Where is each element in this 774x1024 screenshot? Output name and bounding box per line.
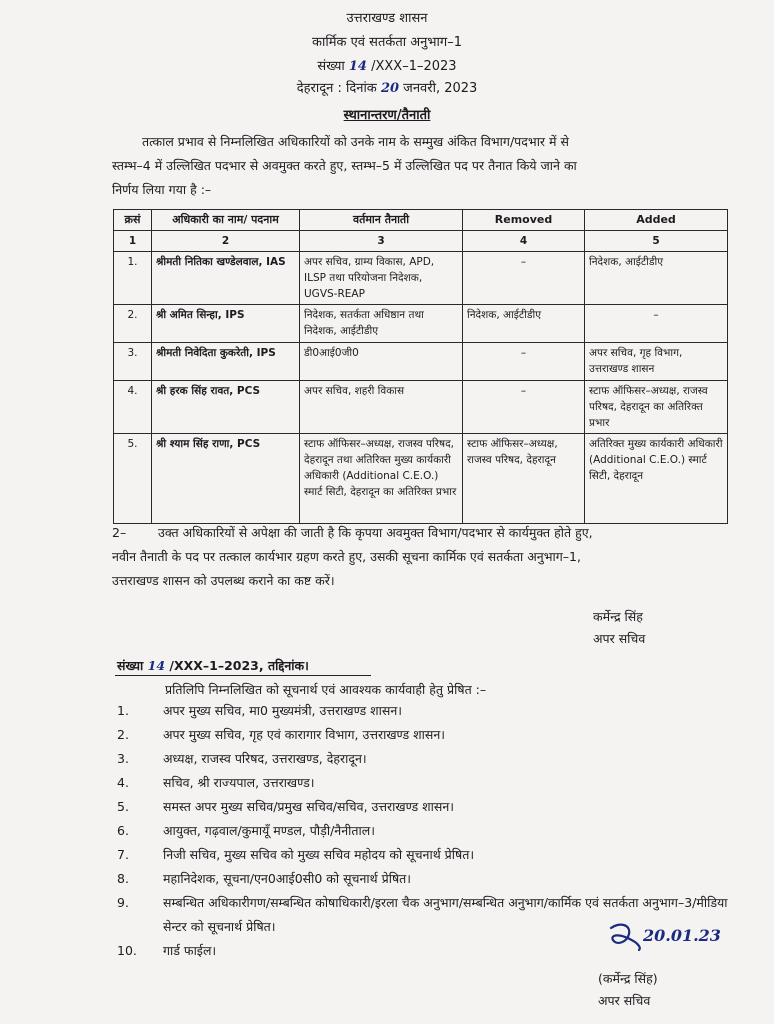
table-row: [114, 434, 728, 524]
table-row: [114, 381, 728, 434]
cell-name: श्री हरक सिंह रावत, PCS: [152, 381, 300, 434]
instruction-paragraph: [112, 521, 732, 593]
list-item: 9. सम्बन्धित अधिकारीगण/सम्बन्धित कोषाधिकारी/इरला चैक अनुभाग/सम्बन्धित अनुभाग/कार्मिक एवं सतर्कता अनुभाग–3/मीडिया सेन्टर को सूचनार्थ प्रेषित।: [117, 895, 728, 934]
cell-removed: स्टाफ ऑफिसर–अध्यक्ष, राजस्व परिषद, देहरादून: [463, 434, 585, 524]
cell-current: निदेशक, सतर्कता अधिष्ठान तथा निदेशक, आईटीडीए: [300, 305, 463, 343]
cell-current: स्टाफ ऑफिसर–अध्यक्ष, राजस्व परिषद, देहरादून तथा अतिरिक्त मुख्य कार्यकारी अधिकारी (Additional C.E.O.) स्मार्ट सिटी, देहरादून का अतिरिक्त प्रभार: [300, 434, 463, 524]
cell-added: स्टाफ ऑफिसर–अध्यक्ष, राजस्व परिषद, देहरादून का अतिरिक्त प्रभार: [585, 381, 728, 434]
list-item: 4. सचिव, श्री राज्यपाल, उत्तराखण्ड।: [117, 775, 315, 790]
reference-underline: [115, 675, 371, 676]
header-added: Added: [585, 210, 728, 231]
cell-added: –: [585, 305, 728, 343]
header-sn: क्रसं: [114, 210, 152, 231]
cell-name: श्रीमती नितिका खण्डेलवाल, IAS: [152, 252, 300, 305]
subject: स्थानान्तरण/तैनाती: [343, 108, 431, 123]
cell-name: श्री अमित सिन्हा, IPS: [152, 305, 300, 343]
cell-sn: 2.: [114, 305, 152, 343]
signature-block-1: [593, 606, 645, 650]
copy-heading: प्रतिलिपि निम्नलिखित को सूचनार्थ एवं आवश्यक कार्यवाही हेतु प्रेषित :–: [165, 682, 487, 697]
para2-line-3: उत्तराखण्ड शासन को उपलब्ध कराने का कष्ट करें।: [112, 573, 335, 588]
intro-line-3: निर्णय लिया गया है :–: [112, 182, 212, 197]
cell-name: श्री श्याम सिंह राणा, PCS: [152, 434, 300, 524]
intro-paragraph: [112, 130, 732, 202]
colnum: 5: [585, 231, 728, 252]
copy-reference: संख्या 14 /XXX–1–2023, तद्दिनांक।: [117, 657, 309, 674]
handwritten-date: 20: [380, 81, 400, 96]
transfer-table: [113, 209, 728, 524]
list-item: 2. अपर मुख्य सचिव, गृह एवं कारागार विभाग, उत्तराखण्ड शासन।: [117, 727, 446, 742]
cell-sn: 5.: [114, 434, 152, 524]
signature-block-2: [598, 968, 658, 1012]
cell-removed: –: [463, 252, 585, 305]
signatory-name: (कर्मेन्द्र सिंह): [598, 971, 658, 986]
list-item: 7. निजी सचिव, मुख्य सचिव को मुख्य सचिव महोदय को सूचनार्थ प्रेषित।: [117, 847, 475, 862]
list-item: 8. महानिदेशक, सूचना/एन0आई0सी0 को सूचनार्थ प्रेषित।: [117, 871, 412, 886]
signature-date: 20.01.23: [643, 926, 721, 945]
list-item: 3. अध्यक्ष, राजस्व परिषद, उत्तराखण्ड, देहरादून।: [117, 751, 367, 766]
list-item: 6. आयुक्त, गढ़वाल/कुमायूँ मण्डल, पौड़ी/नैनीताल।: [117, 823, 375, 838]
header-number: संख्या 14 /XXX–1–2023: [317, 59, 457, 74]
cell-removed: –: [463, 381, 585, 434]
cell-name: श्रीमती निवेदिता कुकरेती, IPS: [152, 343, 300, 381]
cell-current: डी0आई0जी0: [300, 343, 463, 381]
header-line-1: उत्तराखण्ड शासन: [346, 11, 428, 26]
cell-added: अपर सचिव, गृह विभाग, उत्तराखण्ड शासन: [585, 343, 728, 381]
list-item: 1. अपर मुख्य सचिव, मा0 मुख्यमंत्री, उत्तराखण्ड शासन।: [117, 703, 403, 718]
header-name: अधिकारी का नाम/ पदनाम: [152, 210, 300, 231]
colnum: 3: [300, 231, 463, 252]
header-line-2: कार्मिक एवं सतर्कता अनुभाग–1: [312, 35, 462, 50]
handwritten-number: 14: [348, 59, 367, 74]
cell-current: अपर सचिव, ग्राम्य विकास, APD, ILSP तथा परियोजना निदेशक, UGVS-REAP: [300, 252, 463, 305]
cell-removed: निदेशक, आईटीडीए: [463, 305, 585, 343]
cell-removed: –: [463, 343, 585, 381]
intro-line-2: स्तम्भ–4 में उल्लिखित पदभार से अवमुक्त करते हुए, स्तम्भ–5 में उल्लिखित पद पर तैनात किये जाने का: [112, 158, 577, 173]
list-item: 10. गार्ड फाईल।: [117, 943, 217, 958]
cell-sn: 3.: [114, 343, 152, 381]
handwritten-reference-number: 14: [147, 658, 166, 673]
header-removed: Removed: [463, 210, 585, 231]
cell-added: अतिरिक्त मुख्य कार्यकारी अधिकारी (Additional C.E.O.) स्मार्ट सिटी, देहरादून: [585, 434, 728, 524]
list-item: 5. समस्त अपर मुख्य सचिव/प्रमुख सचिव/सचिव, उत्तराखण्ड शासन।: [117, 799, 455, 814]
signature-scribble-icon: [605, 920, 645, 956]
cell-sn: 1.: [114, 252, 152, 305]
header-current: वर्तमान तैनाती: [300, 210, 463, 231]
table-colnum-row: [114, 231, 728, 252]
para2-line-1: 2– उक्त अधिकारियों से अपेक्षा की जाती है कि कृपया अवमुक्त विभाग/पदभार से कार्यमुक्त होते हुए,: [112, 525, 593, 540]
colnum: 4: [463, 231, 585, 252]
header-date: देहरादून : दिनांक 20 जनवरी, 2023: [296, 81, 478, 96]
table-header-row: [114, 210, 728, 231]
para2-line-2: नवीन तैनाती के पद पर तत्काल कार्यभार ग्रहण करते हुए, उसकी सूचना कार्मिक एवं सतर्कता अनुभाग–1,: [112, 549, 581, 564]
table-row: [114, 252, 728, 305]
cell-added: निदेशक, आईटीडीए: [585, 252, 728, 305]
table-row: [114, 305, 728, 343]
cell-sn: 4.: [114, 381, 152, 434]
signatory-designation: अपर सचिव: [593, 631, 646, 646]
signatory-name: कर्मेन्द्र सिंह: [593, 609, 643, 624]
copy-list: [117, 699, 757, 963]
cell-current: अपर सचिव, शहरी विकास: [300, 381, 463, 434]
colnum: 1: [114, 231, 152, 252]
signatory-designation: अपर सचिव: [598, 993, 651, 1008]
intro-line-1: तत्काल प्रभाव से निम्नलिखित अधिकारियों को उनके नाम के सम्मुख अंकित विभाग/पदभार में से: [142, 134, 569, 149]
colnum: 2: [152, 231, 300, 252]
table-row: [114, 343, 728, 381]
